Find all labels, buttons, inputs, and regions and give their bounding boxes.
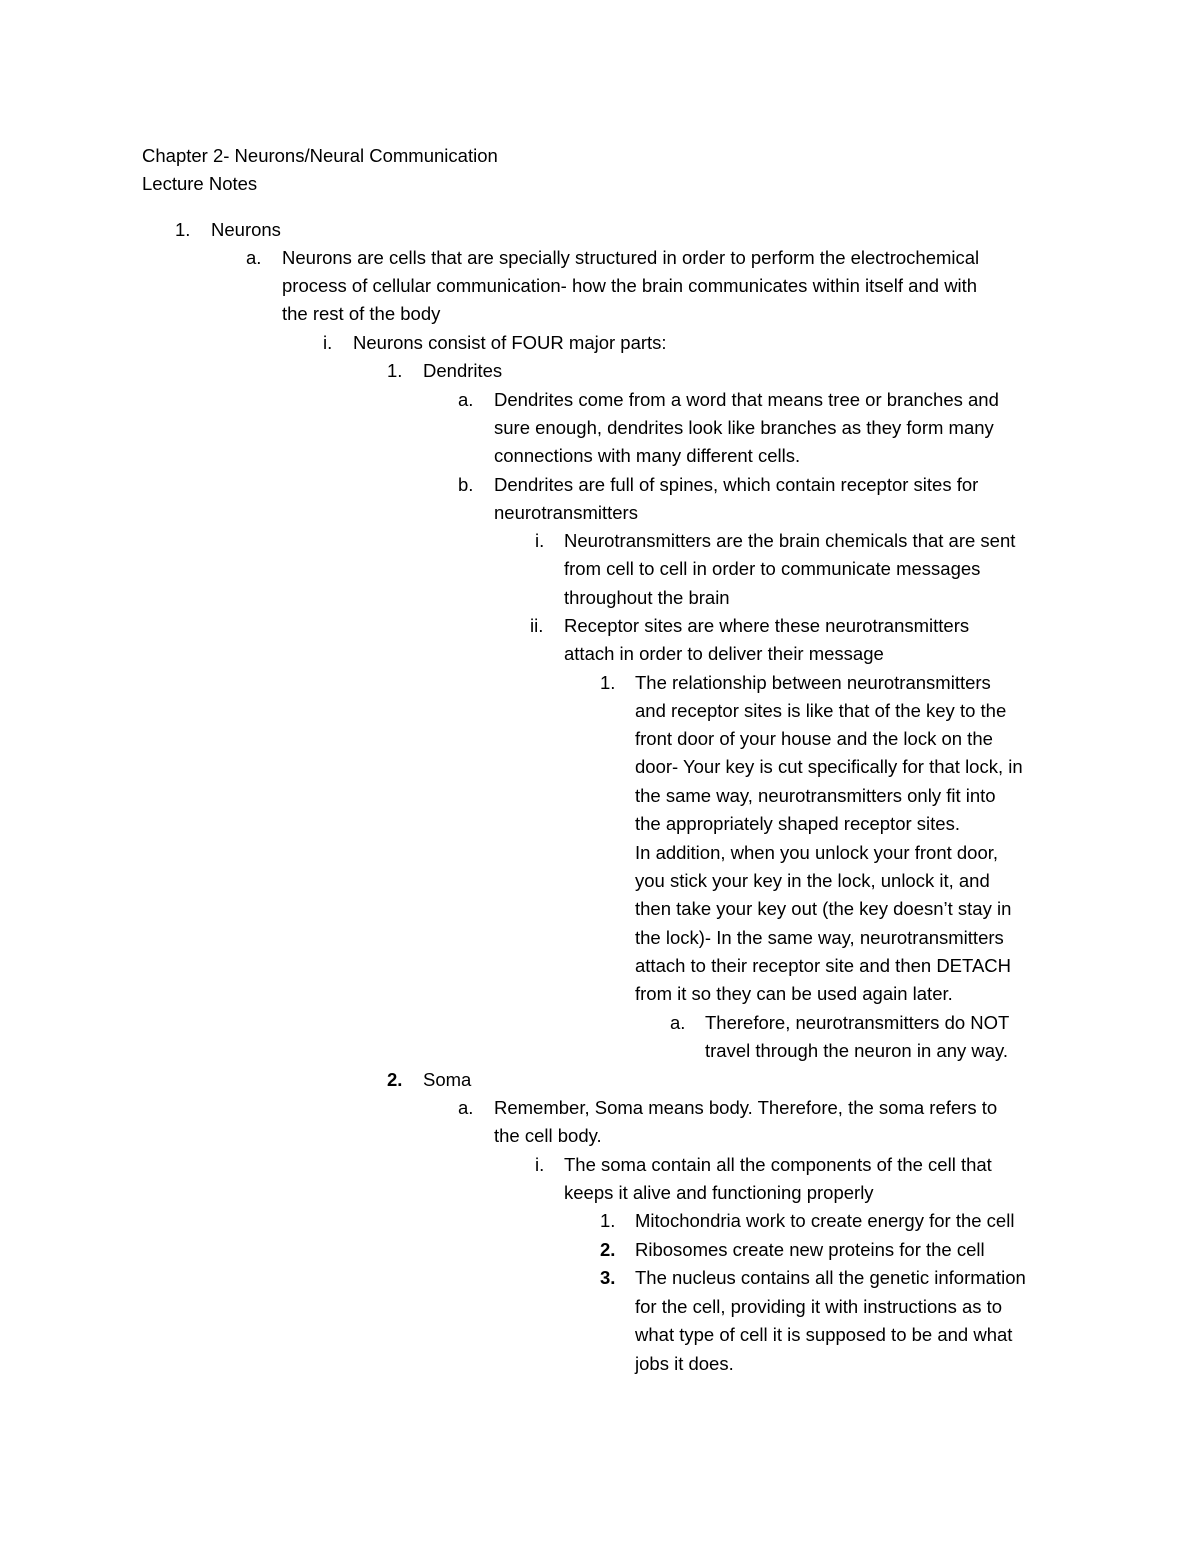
text-line: process of cellular communication- how the brain communicates within itself and with <box>282 275 978 296</box>
text-line: The relationship between neurotransmitters <box>635 672 991 693</box>
document-title: Chapter 2- Neurons/Neural Communication <box>142 145 498 166</box>
section-heading-soma: Soma <box>423 1069 472 1090</box>
list-marker: i. <box>535 1154 545 1175</box>
text-line: from cell to cell in order to communicate messages <box>564 558 981 579</box>
list-marker: 1. <box>387 360 403 381</box>
list-marker: 1. <box>600 672 616 693</box>
text-line: neurotransmitters <box>494 502 638 523</box>
text-line: Remember, Soma means body. Therefore, the soma refers to <box>494 1097 998 1118</box>
text-line: Neurotransmitters are the brain chemicals that are sent <box>564 530 1016 551</box>
text-line: attach to their receptor site and then DETACH <box>635 955 1012 976</box>
text-line: Mitochondria work to create energy for the cell <box>635 1210 1015 1231</box>
document-subtitle: Lecture Notes <box>142 173 258 194</box>
text-line: The nucleus contains all the genetic information <box>635 1267 1026 1288</box>
text-line: and receptor sites is like that of the key to the <box>635 700 1007 721</box>
section-heading-dendrites: Dendrites <box>423 360 503 381</box>
text-line: Neurons consist of FOUR major parts: <box>353 332 667 353</box>
text-line: front door of your house and the lock on the <box>635 728 993 749</box>
text-line: what type of cell it is supposed to be and what <box>635 1324 1013 1345</box>
list-marker: 3. <box>600 1267 616 1288</box>
text-line: attach in order to deliver their message <box>564 643 884 664</box>
text-line: for the cell, providing it with instructions as to <box>635 1296 1003 1317</box>
text-line: the lock)- In the same way, neurotransmitters <box>635 927 1004 948</box>
text-line: sure enough, dendrites look like branches as they form many <box>494 417 994 438</box>
list-marker: b. <box>458 474 474 495</box>
list-marker: a. <box>670 1012 686 1033</box>
text-line: keeps it alive and functioning properly <box>564 1182 874 1203</box>
text-line: Neurons are cells that are specially structured in order to perform the electrochemical <box>282 247 980 268</box>
text-line: door- Your key is cut specifically for that lock, in <box>635 756 1023 777</box>
list-marker: i. <box>323 332 333 353</box>
text-line: connections with many different cells. <box>494 445 801 466</box>
text-line: Receptor sites are where these neurotransmitters <box>564 615 970 636</box>
text-line: throughout the brain <box>564 587 730 608</box>
text-line: from it so they can be used again later. <box>635 983 953 1004</box>
list-marker: 2. <box>600 1239 616 1260</box>
list-marker: ii. <box>530 615 544 636</box>
list-marker: a. <box>458 1097 474 1118</box>
text-line: jobs it does. <box>635 1353 734 1374</box>
text-line: Dendrites come from a word that means tree or branches and <box>494 389 999 410</box>
text-line: Dendrites are full of spines, which contain receptor sites for <box>494 474 979 495</box>
text-line: The soma contain all the components of the cell that <box>564 1154 992 1175</box>
text-line: then take your key out (the key doesn’t stay in <box>635 898 1012 919</box>
list-marker: a. <box>458 389 474 410</box>
text-line: the same way, neurotransmitters only fit into <box>635 785 996 806</box>
text-line: In addition, when you unlock your front door, <box>635 842 999 863</box>
list-marker: i. <box>535 530 545 551</box>
text-line: travel through the neuron in any way. <box>705 1040 1009 1061</box>
section-heading-neurons: Neurons <box>211 219 281 240</box>
text-line: Ribosomes create new proteins for the cell <box>635 1239 985 1260</box>
list-marker: 1. <box>600 1210 616 1231</box>
text-line: the rest of the body <box>282 303 441 324</box>
list-marker: 2. <box>387 1069 403 1090</box>
list-marker: 1. <box>175 219 191 240</box>
text-line: the cell body. <box>494 1125 602 1146</box>
text-line: Therefore, neurotransmitters do NOT <box>705 1012 1010 1033</box>
list-marker: a. <box>246 247 262 268</box>
text-line: the appropriately shaped receptor sites. <box>635 813 960 834</box>
text-line: you stick your key in the lock, unlock it, and <box>635 870 990 891</box>
